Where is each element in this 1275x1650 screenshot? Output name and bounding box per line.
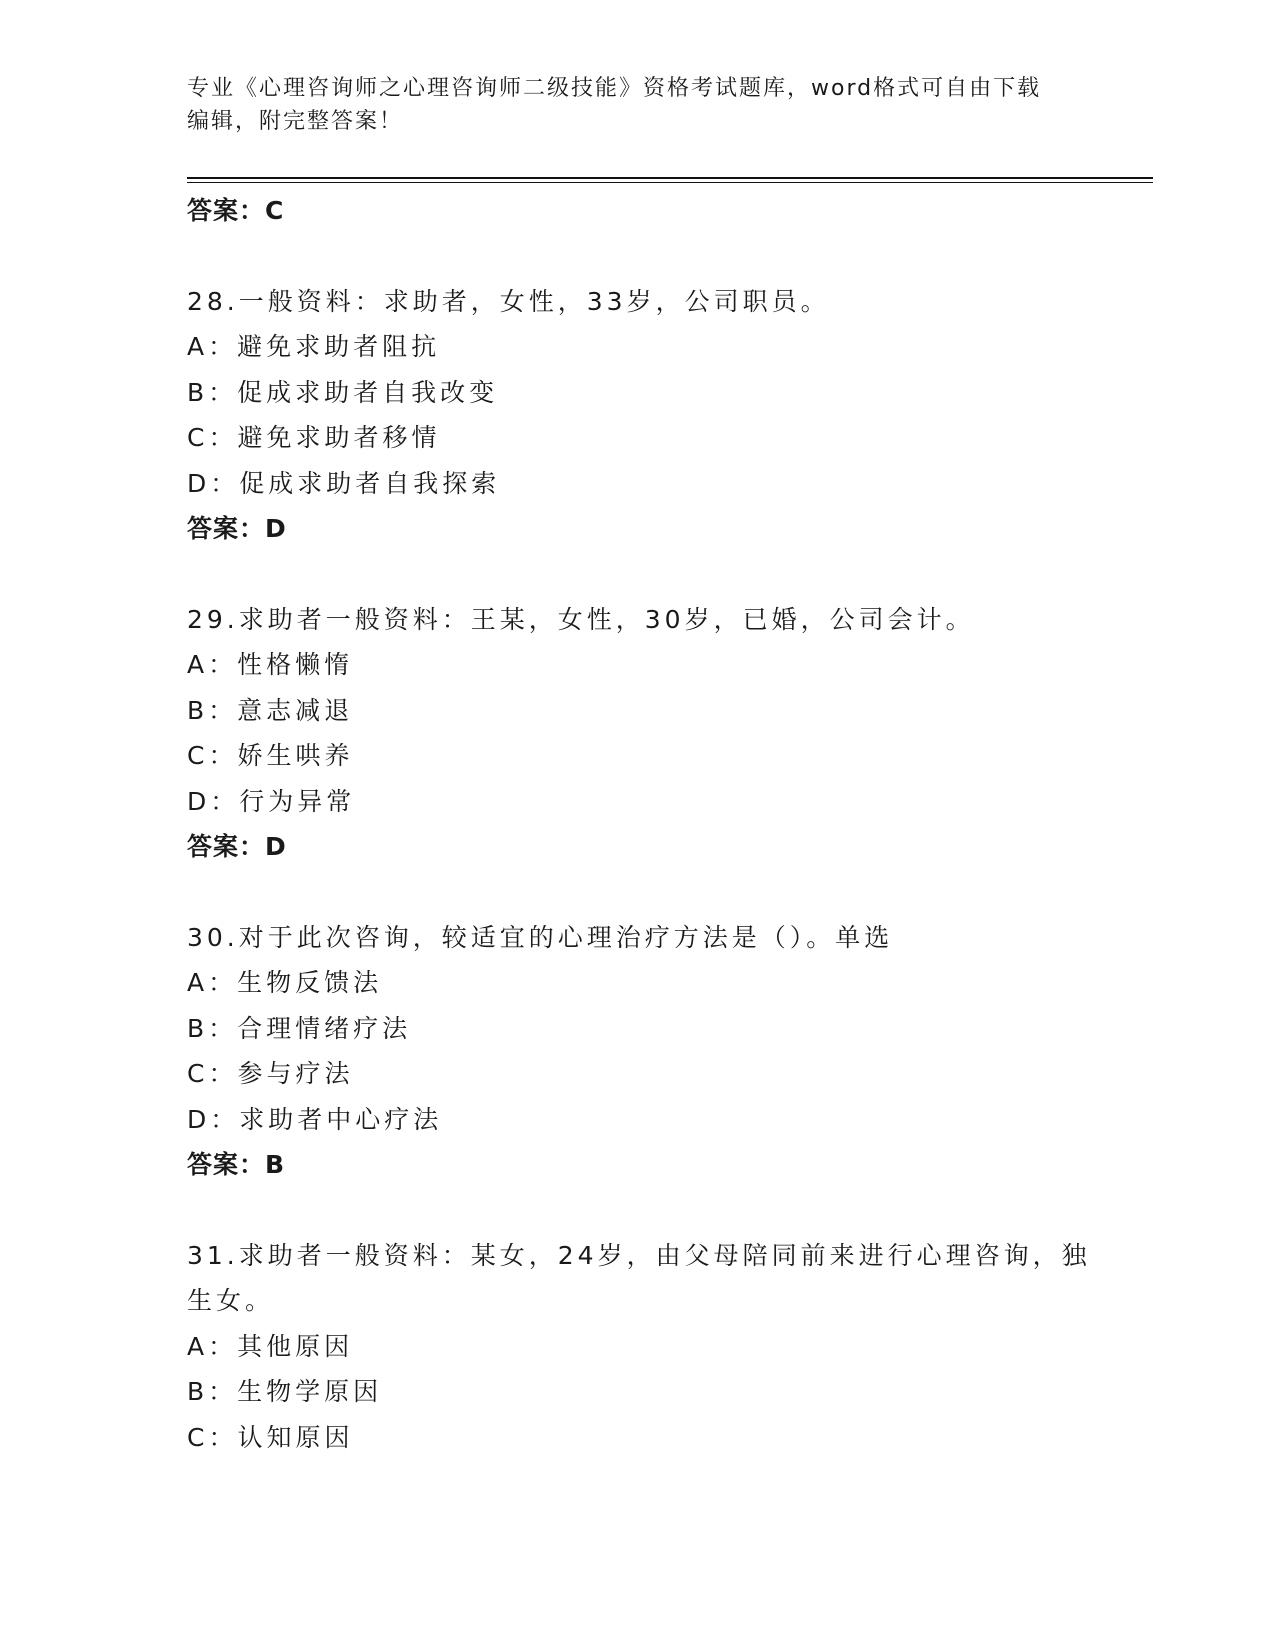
question-29 [187,597,1117,870]
answer: 答案：D [187,832,287,861]
option-a: A：生物反馈法 [187,968,383,997]
question-stem-line-2: 生女。 [187,1286,275,1315]
spacer [187,1188,1117,1233]
answer: 答案：D [187,514,287,543]
option-c: C：认知原因 [187,1422,354,1452]
spacer [187,870,1117,915]
option-c: C：娇生哄养 [187,741,354,770]
question-stem: 29.求助者一般资料：王某，女性，30岁，已婚，公司会计。 [187,604,975,634]
option-a: A：性格懒惰 [187,650,354,679]
option-b: B：促成求助者自我改变 [187,377,499,407]
answer-27: 答案：C [187,196,285,225]
spacer [187,234,1117,279]
option-c: C：参与疗法 [187,1059,354,1088]
header-divider-thick [187,177,1153,179]
option-b: B：生物学原因 [187,1377,383,1406]
header-line-1: 专业《心理咨询师之心理咨询师二级技能》资格考试题库，word格式可自由下载 [187,76,1042,101]
question-stem: 28.一般资料：求助者，女性，33岁，公司职员。 [187,286,830,316]
option-d: D：行为异常 [187,786,356,816]
option-b: B：意志减退 [187,695,354,725]
option-c: C：避免求助者移情 [187,423,441,452]
question-30 [187,915,1117,1188]
spacer [187,552,1117,597]
header-divider-thin [187,182,1153,183]
question-31 [187,1233,1117,1461]
question-list [187,188,1117,1460]
question-stem: 30.对于此次咨询，较适宜的心理治疗方法是（）。单选 [187,922,894,952]
document-header [187,72,1087,138]
question-28 [187,279,1117,552]
option-a: A：避免求助者阻抗 [187,332,441,361]
header-line-2: 编辑，附完整答案！ [187,109,404,134]
option-d: D：求助者中心疗法 [187,1104,443,1134]
question-stem-line-1: 31.求助者一般资料：某女，24岁，由父母陪同前来进行心理咨询，独 [187,1240,1091,1270]
option-d: D：促成求助者自我探索 [187,468,501,498]
answer: 答案：B [187,1150,286,1179]
option-b: B：合理情绪疗法 [187,1013,412,1043]
option-a: A：其他原因 [187,1331,354,1361]
